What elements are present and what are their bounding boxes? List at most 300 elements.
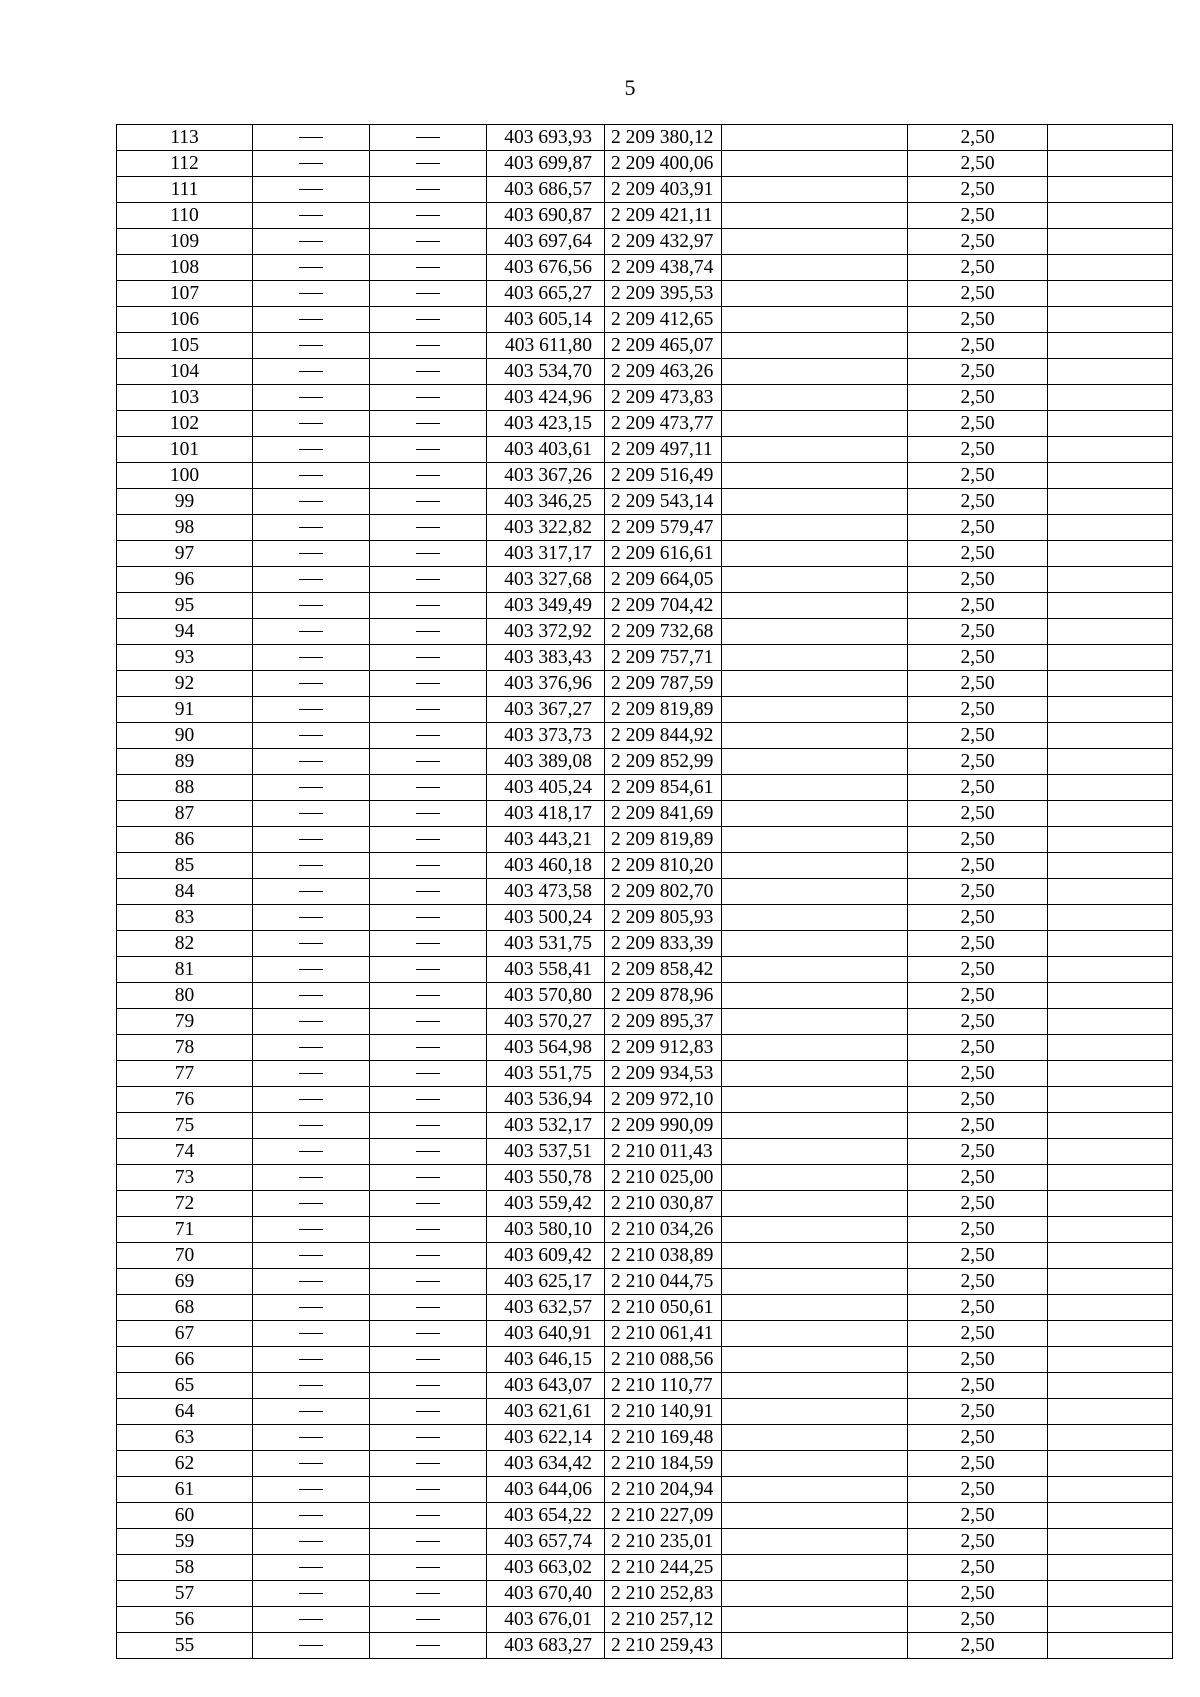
empty-end-cell xyxy=(1048,1009,1173,1035)
dash-cell-2 xyxy=(370,697,487,723)
table-row xyxy=(117,567,1173,593)
precision-value-cell: 2,50 xyxy=(908,957,1048,983)
empty-end-cell xyxy=(1048,1165,1173,1191)
point-number-cell: 78 xyxy=(117,1035,253,1061)
dash-cell-1 xyxy=(253,801,370,827)
point-number-cell: 66 xyxy=(117,1347,253,1373)
point-number-cell: 58 xyxy=(117,1555,253,1581)
x-coordinate-cell: 403 558,41 xyxy=(487,957,605,983)
precision-value-cell: 2,50 xyxy=(908,1581,1048,1607)
dash-mark xyxy=(416,969,440,970)
dash-mark xyxy=(416,865,440,866)
dash-cell-2 xyxy=(370,1087,487,1113)
precision-value-cell: 2,50 xyxy=(908,359,1048,385)
dash-mark xyxy=(416,839,440,840)
point-number-cell: 99 xyxy=(117,489,253,515)
x-coordinate-cell: 403 643,07 xyxy=(487,1373,605,1399)
dash-mark xyxy=(299,1229,323,1230)
dash-mark xyxy=(416,1151,440,1152)
dash-mark xyxy=(416,683,440,684)
precision-value-cell: 2,50 xyxy=(908,1269,1048,1295)
y-coordinate-cell: 2 209 400,06 xyxy=(605,151,722,177)
table-row xyxy=(117,1295,1173,1321)
dash-mark xyxy=(299,371,323,372)
dash-cell-1 xyxy=(253,983,370,1009)
table-row xyxy=(117,1399,1173,1425)
dash-cell-1 xyxy=(253,1555,370,1581)
dash-mark xyxy=(299,345,323,346)
point-number-cell: 82 xyxy=(117,931,253,957)
y-coordinate-cell: 2 209 516,49 xyxy=(605,463,722,489)
point-number-cell: 60 xyxy=(117,1503,253,1529)
empty-cell xyxy=(722,411,908,437)
table-row xyxy=(117,307,1173,333)
y-coordinate-cell: 2 209 704,42 xyxy=(605,593,722,619)
y-coordinate-cell: 2 209 895,37 xyxy=(605,1009,722,1035)
x-coordinate-cell: 403 609,42 xyxy=(487,1243,605,1269)
precision-value-cell: 2,50 xyxy=(908,1035,1048,1061)
x-coordinate-cell: 403 663,02 xyxy=(487,1555,605,1581)
dash-cell-1 xyxy=(253,1165,370,1191)
dash-mark xyxy=(416,1593,440,1594)
point-number-cell: 56 xyxy=(117,1607,253,1633)
dash-mark xyxy=(416,709,440,710)
dash-mark xyxy=(299,1307,323,1308)
precision-value-cell: 2,50 xyxy=(908,1139,1048,1165)
dash-cell-2 xyxy=(370,1035,487,1061)
x-coordinate-cell: 403 536,94 xyxy=(487,1087,605,1113)
empty-end-cell xyxy=(1048,437,1173,463)
dash-mark xyxy=(299,761,323,762)
dash-cell-2 xyxy=(370,775,487,801)
dash-mark xyxy=(299,163,323,164)
empty-end-cell xyxy=(1048,879,1173,905)
dash-mark xyxy=(416,1073,440,1074)
point-number-cell: 106 xyxy=(117,307,253,333)
dash-cell-1 xyxy=(253,151,370,177)
point-number-cell: 86 xyxy=(117,827,253,853)
table-row xyxy=(117,1191,1173,1217)
precision-value-cell: 2,50 xyxy=(908,905,1048,931)
dash-cell-2 xyxy=(370,1347,487,1373)
point-number-cell: 80 xyxy=(117,983,253,1009)
dash-cell-2 xyxy=(370,489,487,515)
table-row xyxy=(117,619,1173,645)
empty-cell xyxy=(722,1581,908,1607)
empty-end-cell xyxy=(1048,1529,1173,1555)
point-number-cell: 84 xyxy=(117,879,253,905)
dash-mark xyxy=(299,449,323,450)
empty-cell xyxy=(722,645,908,671)
dash-mark xyxy=(299,501,323,502)
x-coordinate-cell: 403 644,06 xyxy=(487,1477,605,1503)
dash-mark xyxy=(416,813,440,814)
dash-mark xyxy=(299,475,323,476)
point-number-cell: 107 xyxy=(117,281,253,307)
empty-end-cell xyxy=(1048,489,1173,515)
dash-mark xyxy=(299,1021,323,1022)
empty-cell xyxy=(722,1477,908,1503)
dash-mark xyxy=(416,917,440,918)
empty-cell xyxy=(722,151,908,177)
empty-cell xyxy=(722,879,908,905)
table-row xyxy=(117,1633,1173,1659)
dash-mark xyxy=(299,1255,323,1256)
precision-value-cell: 2,50 xyxy=(908,541,1048,567)
precision-value-cell: 2,50 xyxy=(908,1347,1048,1373)
empty-cell xyxy=(722,1243,908,1269)
coordinates-table xyxy=(116,124,1173,1659)
y-coordinate-cell: 2 210 227,09 xyxy=(605,1503,722,1529)
dash-cell-2 xyxy=(370,1451,487,1477)
dash-cell-1 xyxy=(253,489,370,515)
table-row xyxy=(117,1061,1173,1087)
x-coordinate-cell: 403 317,17 xyxy=(487,541,605,567)
dash-cell-2 xyxy=(370,1191,487,1217)
table-row xyxy=(117,1529,1173,1555)
point-number-cell: 74 xyxy=(117,1139,253,1165)
precision-value-cell: 2,50 xyxy=(908,801,1048,827)
x-coordinate-cell: 403 443,21 xyxy=(487,827,605,853)
precision-value-cell: 2,50 xyxy=(908,879,1048,905)
dash-cell-2 xyxy=(370,255,487,281)
dash-cell-1 xyxy=(253,1113,370,1139)
dash-cell-2 xyxy=(370,125,487,151)
dash-mark xyxy=(299,267,323,268)
table-row xyxy=(117,853,1173,879)
y-coordinate-cell: 2 209 732,68 xyxy=(605,619,722,645)
precision-value-cell: 2,50 xyxy=(908,983,1048,1009)
table-row xyxy=(117,489,1173,515)
y-coordinate-cell: 2 209 802,70 xyxy=(605,879,722,905)
precision-value-cell: 2,50 xyxy=(908,333,1048,359)
empty-end-cell xyxy=(1048,281,1173,307)
y-coordinate-cell: 2 210 259,43 xyxy=(605,1633,722,1659)
point-number-cell: 55 xyxy=(117,1633,253,1659)
table-row xyxy=(117,1217,1173,1243)
empty-end-cell xyxy=(1048,671,1173,697)
x-coordinate-cell: 403 322,82 xyxy=(487,515,605,541)
empty-cell xyxy=(722,177,908,203)
dash-mark xyxy=(299,137,323,138)
empty-end-cell xyxy=(1048,1607,1173,1633)
point-number-cell: 87 xyxy=(117,801,253,827)
empty-end-cell xyxy=(1048,749,1173,775)
dash-cell-2 xyxy=(370,307,487,333)
dash-cell-1 xyxy=(253,671,370,697)
table-row xyxy=(117,1425,1173,1451)
precision-value-cell: 2,50 xyxy=(908,1009,1048,1035)
dash-cell-2 xyxy=(370,1529,487,1555)
empty-cell xyxy=(722,593,908,619)
table-row xyxy=(117,1087,1173,1113)
table-row xyxy=(117,775,1173,801)
table-row xyxy=(117,1009,1173,1035)
dash-cell-2 xyxy=(370,333,487,359)
dash-mark xyxy=(416,891,440,892)
dash-mark xyxy=(416,1437,440,1438)
table-row xyxy=(117,1035,1173,1061)
dash-mark xyxy=(299,423,323,424)
dash-mark xyxy=(299,527,323,528)
dash-cell-2 xyxy=(370,1165,487,1191)
dash-mark xyxy=(416,423,440,424)
point-number-cell: 76 xyxy=(117,1087,253,1113)
dash-cell-2 xyxy=(370,437,487,463)
dash-mark xyxy=(416,605,440,606)
dash-mark xyxy=(416,1229,440,1230)
y-coordinate-cell: 2 209 819,89 xyxy=(605,827,722,853)
dash-mark xyxy=(416,1125,440,1126)
y-coordinate-cell: 2 209 833,39 xyxy=(605,931,722,957)
dash-mark xyxy=(299,1411,323,1412)
y-coordinate-cell: 2 210 257,12 xyxy=(605,1607,722,1633)
precision-value-cell: 2,50 xyxy=(908,281,1048,307)
dash-cell-2 xyxy=(370,983,487,1009)
precision-value-cell: 2,50 xyxy=(908,1217,1048,1243)
point-number-cell: 59 xyxy=(117,1529,253,1555)
x-coordinate-cell: 403 532,17 xyxy=(487,1113,605,1139)
empty-end-cell xyxy=(1048,333,1173,359)
precision-value-cell: 2,50 xyxy=(908,1113,1048,1139)
table-row xyxy=(117,1243,1173,1269)
dash-cell-2 xyxy=(370,411,487,437)
empty-end-cell xyxy=(1048,385,1173,411)
empty-cell xyxy=(722,1061,908,1087)
point-number-cell: 90 xyxy=(117,723,253,749)
table-row xyxy=(117,723,1173,749)
dash-cell-2 xyxy=(370,1061,487,1087)
y-coordinate-cell: 2 209 858,42 xyxy=(605,957,722,983)
table-row xyxy=(117,983,1173,1009)
dash-mark xyxy=(416,527,440,528)
point-number-cell: 92 xyxy=(117,671,253,697)
dash-cell-2 xyxy=(370,177,487,203)
x-coordinate-cell: 403 537,51 xyxy=(487,1139,605,1165)
y-coordinate-cell: 2 210 011,43 xyxy=(605,1139,722,1165)
dash-mark xyxy=(416,1567,440,1568)
dash-cell-1 xyxy=(253,1529,370,1555)
dash-cell-2 xyxy=(370,1607,487,1633)
empty-end-cell xyxy=(1048,645,1173,671)
dash-mark xyxy=(299,1099,323,1100)
point-number-cell: 88 xyxy=(117,775,253,801)
dash-cell-1 xyxy=(253,1607,370,1633)
point-number-cell: 85 xyxy=(117,853,253,879)
x-coordinate-cell: 403 367,27 xyxy=(487,697,605,723)
y-coordinate-cell: 2 210 244,25 xyxy=(605,1555,722,1581)
empty-end-cell xyxy=(1048,1087,1173,1113)
dash-cell-2 xyxy=(370,1269,487,1295)
y-coordinate-cell: 2 209 757,71 xyxy=(605,645,722,671)
point-number-cell: 101 xyxy=(117,437,253,463)
dash-mark xyxy=(416,137,440,138)
dash-mark xyxy=(416,1463,440,1464)
precision-value-cell: 2,50 xyxy=(908,177,1048,203)
dash-cell-1 xyxy=(253,1373,370,1399)
point-number-cell: 63 xyxy=(117,1425,253,1451)
empty-end-cell xyxy=(1048,1555,1173,1581)
dash-mark xyxy=(299,1645,323,1646)
dash-cell-1 xyxy=(253,515,370,541)
dash-mark xyxy=(416,215,440,216)
dash-mark xyxy=(416,995,440,996)
point-number-cell: 72 xyxy=(117,1191,253,1217)
y-coordinate-cell: 2 210 061,41 xyxy=(605,1321,722,1347)
dash-cell-1 xyxy=(253,879,370,905)
y-coordinate-cell: 2 209 841,69 xyxy=(605,801,722,827)
precision-value-cell: 2,50 xyxy=(908,1087,1048,1113)
dash-cell-1 xyxy=(253,281,370,307)
table-row xyxy=(117,385,1173,411)
empty-cell xyxy=(722,1009,908,1035)
y-coordinate-cell: 2 209 805,93 xyxy=(605,905,722,931)
dash-cell-2 xyxy=(370,1555,487,1581)
dash-mark xyxy=(299,787,323,788)
empty-cell xyxy=(722,567,908,593)
x-coordinate-cell: 403 534,70 xyxy=(487,359,605,385)
y-coordinate-cell: 2 209 819,89 xyxy=(605,697,722,723)
point-number-cell: 70 xyxy=(117,1243,253,1269)
table-row xyxy=(117,463,1173,489)
dash-cell-1 xyxy=(253,593,370,619)
empty-end-cell xyxy=(1048,827,1173,853)
y-coordinate-cell: 2 210 204,94 xyxy=(605,1477,722,1503)
empty-end-cell xyxy=(1048,1269,1173,1295)
empty-cell xyxy=(722,1347,908,1373)
x-coordinate-cell: 403 657,74 xyxy=(487,1529,605,1555)
x-coordinate-cell: 403 500,24 xyxy=(487,905,605,931)
y-coordinate-cell: 2 209 543,14 xyxy=(605,489,722,515)
table-row xyxy=(117,1607,1173,1633)
empty-cell xyxy=(722,775,908,801)
dash-cell-1 xyxy=(253,1243,370,1269)
dash-cell-1 xyxy=(253,1503,370,1529)
point-number-cell: 104 xyxy=(117,359,253,385)
empty-end-cell xyxy=(1048,307,1173,333)
empty-cell xyxy=(722,463,908,489)
empty-cell xyxy=(722,801,908,827)
dash-mark xyxy=(416,1255,440,1256)
dash-mark xyxy=(416,319,440,320)
dash-mark xyxy=(299,319,323,320)
dash-cell-1 xyxy=(253,1191,370,1217)
dash-mark xyxy=(416,553,440,554)
dash-cell-1 xyxy=(253,567,370,593)
point-number-cell: 61 xyxy=(117,1477,253,1503)
x-coordinate-cell: 403 690,87 xyxy=(487,203,605,229)
point-number-cell: 96 xyxy=(117,567,253,593)
empty-end-cell xyxy=(1048,1243,1173,1269)
dash-cell-1 xyxy=(253,619,370,645)
x-coordinate-cell: 403 372,92 xyxy=(487,619,605,645)
dash-mark xyxy=(416,943,440,944)
table-row xyxy=(117,957,1173,983)
point-number-cell: 110 xyxy=(117,203,253,229)
empty-cell xyxy=(722,281,908,307)
empty-end-cell xyxy=(1048,957,1173,983)
point-number-cell: 67 xyxy=(117,1321,253,1347)
precision-value-cell: 2,50 xyxy=(908,1451,1048,1477)
dash-cell-1 xyxy=(253,307,370,333)
dash-cell-1 xyxy=(253,1347,370,1373)
empty-end-cell xyxy=(1048,1139,1173,1165)
dash-mark xyxy=(416,1515,440,1516)
dash-mark xyxy=(299,683,323,684)
table-row xyxy=(117,879,1173,905)
precision-value-cell: 2,50 xyxy=(908,1555,1048,1581)
dash-mark xyxy=(416,1307,440,1308)
precision-value-cell: 2,50 xyxy=(908,1373,1048,1399)
dash-mark xyxy=(299,1593,323,1594)
empty-end-cell xyxy=(1048,411,1173,437)
dash-cell-2 xyxy=(370,281,487,307)
y-coordinate-cell: 2 209 380,12 xyxy=(605,125,722,151)
table-row xyxy=(117,801,1173,827)
x-coordinate-cell: 403 676,01 xyxy=(487,1607,605,1633)
dash-mark xyxy=(416,761,440,762)
dash-cell-1 xyxy=(253,1451,370,1477)
empty-cell xyxy=(722,957,908,983)
empty-end-cell xyxy=(1048,775,1173,801)
y-coordinate-cell: 2 210 034,26 xyxy=(605,1217,722,1243)
table-row xyxy=(117,541,1173,567)
empty-end-cell xyxy=(1048,203,1173,229)
dash-mark xyxy=(299,657,323,658)
dash-mark xyxy=(416,267,440,268)
y-coordinate-cell: 2 209 497,11 xyxy=(605,437,722,463)
dash-mark xyxy=(416,1619,440,1620)
dash-mark xyxy=(299,995,323,996)
point-number-cell: 109 xyxy=(117,229,253,255)
dash-cell-1 xyxy=(253,1581,370,1607)
dash-mark xyxy=(299,1385,323,1386)
x-coordinate-cell: 403 460,18 xyxy=(487,853,605,879)
dash-mark xyxy=(299,969,323,970)
y-coordinate-cell: 2 209 972,10 xyxy=(605,1087,722,1113)
dash-mark xyxy=(299,943,323,944)
precision-value-cell: 2,50 xyxy=(908,411,1048,437)
dash-cell-1 xyxy=(253,437,370,463)
point-number-cell: 94 xyxy=(117,619,253,645)
dash-cell-1 xyxy=(253,775,370,801)
y-coordinate-cell: 2 209 878,96 xyxy=(605,983,722,1009)
x-coordinate-cell: 403 327,68 xyxy=(487,567,605,593)
dash-cell-2 xyxy=(370,1321,487,1347)
x-coordinate-cell: 403 611,80 xyxy=(487,333,605,359)
point-number-cell: 105 xyxy=(117,333,253,359)
dash-mark xyxy=(299,1567,323,1568)
dash-cell-2 xyxy=(370,749,487,775)
empty-cell xyxy=(722,1295,908,1321)
dash-mark xyxy=(299,1125,323,1126)
dash-mark xyxy=(299,1359,323,1360)
precision-value-cell: 2,50 xyxy=(908,645,1048,671)
table-row xyxy=(117,1555,1173,1581)
table-row xyxy=(117,931,1173,957)
point-number-cell: 64 xyxy=(117,1399,253,1425)
empty-cell xyxy=(722,1269,908,1295)
dash-mark xyxy=(299,189,323,190)
x-coordinate-cell: 403 564,98 xyxy=(487,1035,605,1061)
x-coordinate-cell: 403 405,24 xyxy=(487,775,605,801)
x-coordinate-cell: 403 423,15 xyxy=(487,411,605,437)
empty-end-cell xyxy=(1048,1451,1173,1477)
dash-mark xyxy=(416,1177,440,1178)
dash-mark xyxy=(416,631,440,632)
precision-value-cell: 2,50 xyxy=(908,463,1048,489)
dash-mark xyxy=(416,189,440,190)
